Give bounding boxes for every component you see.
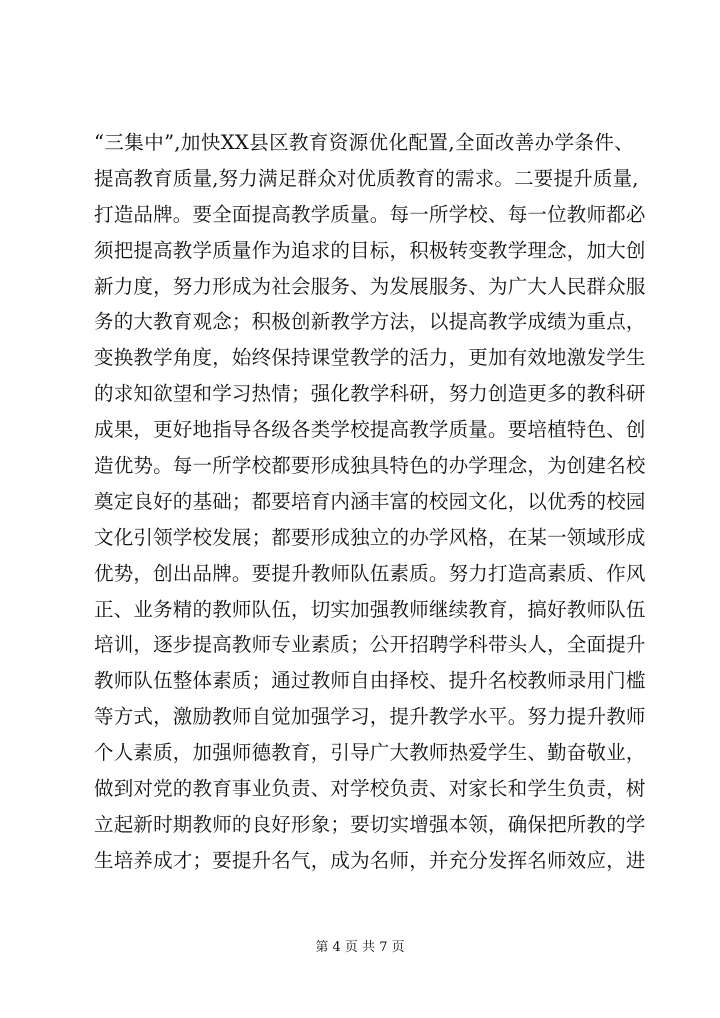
text-line: 优势，创出品牌。要提升教师队伍素质。努力打造高素质、作风 xyxy=(94,561,646,585)
text-line: 须把提高教学质量作为追求的目标，积极转变教学理念，加大创 xyxy=(94,238,646,262)
text-line: 新力度，努力形成为社会服务、为发展服务、为广大人民群众服 xyxy=(94,274,646,298)
text-line: 教师队伍整体素质；通过教师自由择校、提升名校教师录用门槛 xyxy=(94,669,646,693)
text-line: 务的大教育观念；积极创新教学方法，以提高教学成绩为重点， xyxy=(94,310,646,334)
text-line: 打造品牌。要全面提高教学质量。每一所学校、每一位教师都必 xyxy=(94,202,646,226)
text-line: 奠定良好的基础；都要培育内涵丰富的校园文化，以优秀的校园 xyxy=(94,489,646,513)
text-line: “三集中”,加快XX县区教育资源优化配置,全面改善办学条件、 xyxy=(94,131,634,154)
text-line: 个人素质，加强师德教育，引导广大教师热爱学生、勤奋敬业， xyxy=(94,741,646,765)
text-line: 造优势。每一所学校都要形成独具特色的办学理念，为创建名校 xyxy=(94,454,646,478)
text-line: 成果，更好地指导各级各类学校提高教学质量。要培植特色、创 xyxy=(94,418,646,442)
text-line: 生培养成才；要提升名气，成为名师，并充分发挥名师效应，进 xyxy=(94,848,646,872)
text-line: 的求知欲望和学习热情；强化教学科研，努力创造更多的教科研 xyxy=(94,382,646,406)
text-line: 立起新时期教师的良好形象；要切实增强本领，确保把所教的学 xyxy=(94,812,646,836)
text-line: 培训，逐步提高教师专业素质；公开招聘学科带头人，全面提升 xyxy=(94,633,646,657)
body-text xyxy=(94,130,646,884)
text-line: 做到对党的教育事业负责、对学校负责、对家长和学生负责，树 xyxy=(94,777,646,801)
text-line: 提高教育质量,努力满足群众对优质教育的需求。二要提升质量, xyxy=(94,166,639,190)
page-number-footer: 第 4 页 共 7 页 xyxy=(315,940,405,955)
text-line: 变换教学角度，始终保持课堂教学的活力，更加有效地激发学生 xyxy=(94,346,646,370)
text-line: 等方式，激励教师自觉加强学习，提升教学水平。努力提升教师 xyxy=(94,705,646,729)
text-line: 正、业务精的教师队伍，切实加强教师继续教育，搞好教师队伍 xyxy=(94,597,646,621)
text-line: 文化引领学校发展；都要形成独立的办学风格，在某一领域形成 xyxy=(94,525,646,549)
